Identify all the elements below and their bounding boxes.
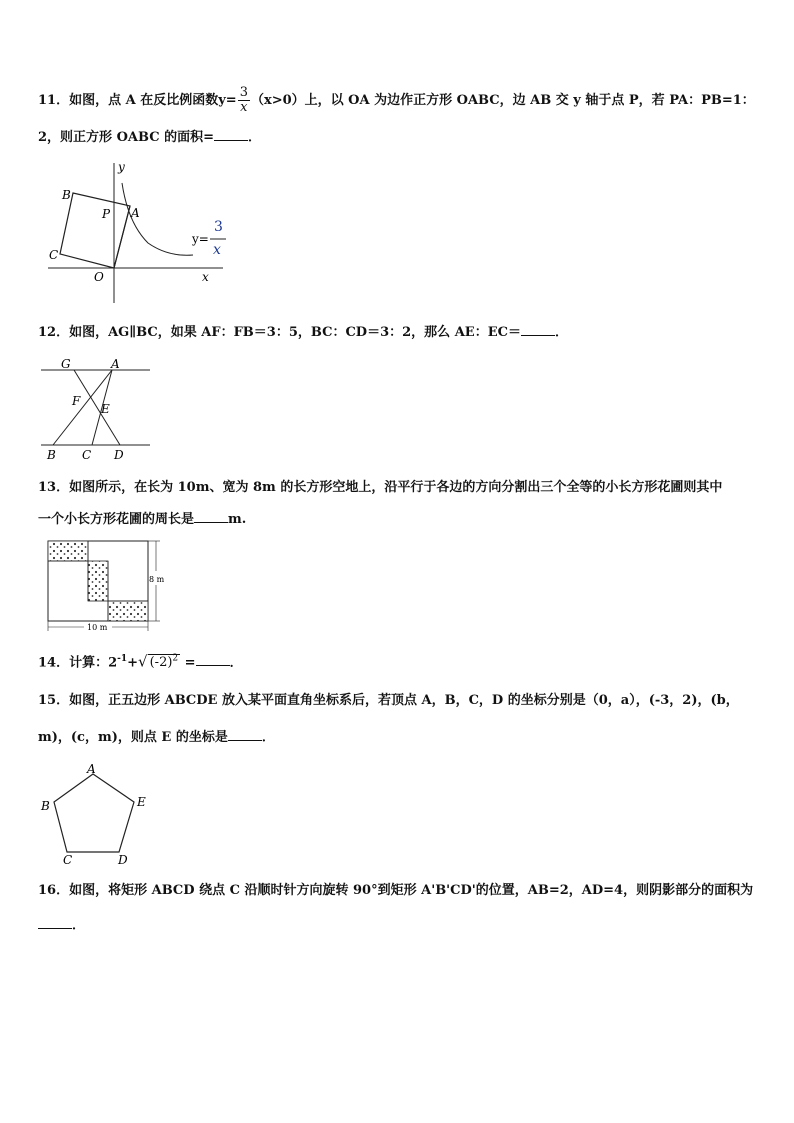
- label-a: A: [111, 357, 120, 371]
- radical-sign-icon: √: [138, 652, 148, 671]
- label-y-axis: y: [118, 160, 125, 174]
- question-13-figure: [38, 535, 178, 635]
- segment-oa: [114, 206, 130, 268]
- question-15-text-2: m)，(c，m)，则点 E 的坐标是: [38, 730, 228, 745]
- question-11-end: ．: [247, 130, 261, 145]
- question-11-text-b: （x>0）上，以 OA 为边作正方形 OABC，边 AB 交 y 轴于点 P，若 PA：PB=1：: [250, 93, 755, 108]
- question-11-number: 11．: [38, 93, 70, 108]
- question-13-end: m.: [228, 512, 247, 527]
- question-14-text: 计算：2: [69, 655, 118, 671]
- question-13-line-2: [38, 510, 246, 529]
- answer-blank: [228, 728, 262, 741]
- question-11-text-c: 2，则正方形 OABC 的面积=: [38, 130, 214, 145]
- answer-blank: [38, 916, 72, 929]
- label-b: B: [47, 448, 56, 462]
- label-a: A: [131, 206, 140, 220]
- curve-equation-label: y=: [192, 232, 209, 246]
- label-c: C: [82, 448, 92, 462]
- label-b: B: [41, 799, 50, 813]
- garden-1: [48, 541, 88, 561]
- exponent: -1: [117, 654, 128, 664]
- label-d: D: [118, 853, 128, 867]
- question-15-end: ．: [261, 730, 275, 745]
- label-c: C: [49, 248, 59, 262]
- answer-blank: [521, 323, 555, 336]
- question-14: [38, 650, 243, 672]
- plus-sign: +: [127, 655, 139, 671]
- label-e: E: [101, 402, 110, 416]
- question-16-text: 如图，将矩形 ABCD 绕点 C 沿顺时针方向旋转 90°到矩形 A'B'CD'的位置，AB=2，AD=4，则阴影部分的面积为: [69, 883, 754, 898]
- fraction-numerator: 3: [239, 85, 248, 100]
- question-16-line-2: [38, 916, 85, 935]
- question-11-line-2: [38, 128, 261, 147]
- equals-sign: =: [180, 655, 196, 671]
- question-15-figure: [38, 760, 153, 868]
- label-f: F: [72, 394, 81, 408]
- question-13-text-2: 一个小长方形花圃的周长是: [38, 512, 195, 527]
- question-11-figure: [38, 155, 238, 305]
- radicand: [148, 654, 181, 670]
- radicand-exponent: 2: [172, 654, 179, 664]
- pentagon-abcde: [54, 774, 134, 852]
- question-11-text-a: 如图，点 A 在反比例函数y=: [69, 93, 237, 108]
- label-g: G: [61, 357, 71, 371]
- width-label: 10 m: [87, 623, 108, 632]
- label-e: E: [137, 795, 146, 809]
- label-b: B: [62, 188, 71, 202]
- question-14-number: 14．: [38, 655, 70, 671]
- question-13-number: 13．: [38, 480, 70, 495]
- garden-2: [88, 561, 108, 601]
- question-12-number: 12．: [38, 325, 70, 340]
- label-d: D: [114, 448, 124, 462]
- label-x-axis: x: [202, 270, 209, 284]
- question-12: [38, 323, 568, 342]
- question-15-text: 如图，正五边形 ABCDE 放入某平面直角坐标系后，若顶点 A，B，C，D 的坐标分别是（0，a），(-3，2)，(b，: [69, 693, 739, 708]
- question-11-line-1: [38, 86, 755, 115]
- segment-gd: [74, 370, 120, 445]
- answer-blank: [214, 128, 248, 141]
- question-15-line-1: [38, 692, 739, 710]
- question-12-text: 如图，AG∥BC，如果 AF：FB＝3：5，BC：CD＝3：2，那么 AE：EC＝: [69, 325, 521, 340]
- curve-equation-denominator: x: [213, 242, 221, 258]
- label-a: A: [87, 762, 96, 776]
- radicand-value: (-2): [149, 655, 173, 671]
- label-p: P: [102, 207, 111, 221]
- label-o: O: [94, 270, 104, 284]
- question-12-end: ．: [554, 325, 568, 340]
- question-16-end: ．: [72, 918, 86, 933]
- fraction-denominator: x: [240, 100, 248, 115]
- curve-equation-numerator: 3: [214, 219, 223, 235]
- question-13-text: 如图所示，在长为 10m、宽为 8m 的长方形空地上，沿平行于各边的方向分割出三个全等的小长方形花圃则其中: [69, 480, 723, 495]
- question-16-number: 16．: [38, 883, 70, 898]
- question-16-line-1: [38, 882, 753, 900]
- garden-3: [108, 601, 148, 621]
- question-14-end: ．: [229, 655, 243, 671]
- question-11-fraction: [238, 86, 250, 115]
- height-label: 8 m: [149, 575, 165, 584]
- question-15-number: 15．: [38, 693, 70, 708]
- question-13-line-1: [38, 479, 722, 497]
- question-15-line-2: [38, 728, 275, 747]
- label-c: C: [63, 853, 73, 867]
- answer-blank: [196, 653, 230, 666]
- answer-blank: [194, 510, 228, 523]
- question-12-figure: [38, 353, 153, 463]
- square-oabc: [60, 193, 130, 268]
